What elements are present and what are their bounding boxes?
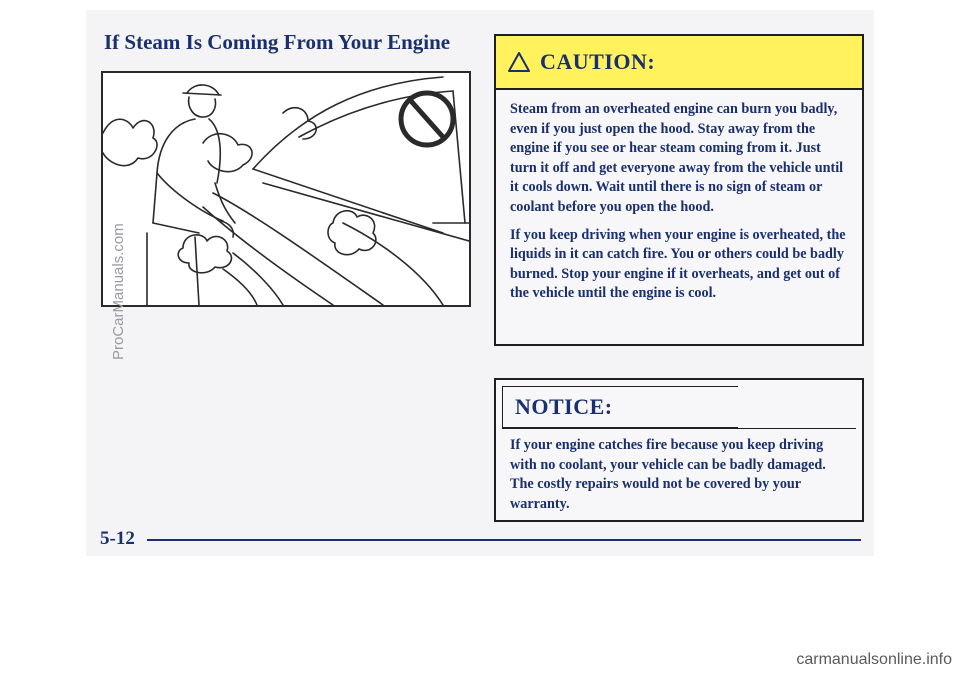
caution-title: CAUTION: [540,49,656,74]
side-watermark: ProCarManuals.com [110,223,127,360]
caution-paragraph: Steam from an overheated engine can burn you badly, even if you just open the hood. Stay away from the engine if you see or hear steam coming from it. Just turn it off and get everyone away from the vehicle until it cools down. Wait until there is no sign of steam or coolant before you open the hood. [510,101,844,215]
section-heading: If Steam Is Coming From Your Engine [104,30,451,54]
caution-body [496,90,862,304]
caution-box [494,34,864,346]
warning-triangle-icon [508,52,530,72]
bottom-watermark[interactable]: carmanualsonline.info [796,651,952,668]
notice-title: NOTICE: [515,394,613,419]
notice-header [502,386,738,428]
notice-divider [502,428,856,429]
no-symbol-icon [401,93,453,145]
footer-rule [147,539,861,541]
page-number: 5-12 [100,528,135,549]
caution-paragraph: If you keep driving when your engine is overheated, the liquids in it can catch fire. You or others could be badly burned. Stop your engine if it overheats, and get out of the vehicle until the engine is cool. [510,226,846,302]
engine-steam-illustration [101,71,471,307]
notice-box [494,378,864,522]
notice-body: If your engine catches fire because you keep driving with no coolant, your vehicle can be badly damaged. The costly repairs would not be covered by your warranty. [510,437,826,512]
caution-header [496,36,862,90]
